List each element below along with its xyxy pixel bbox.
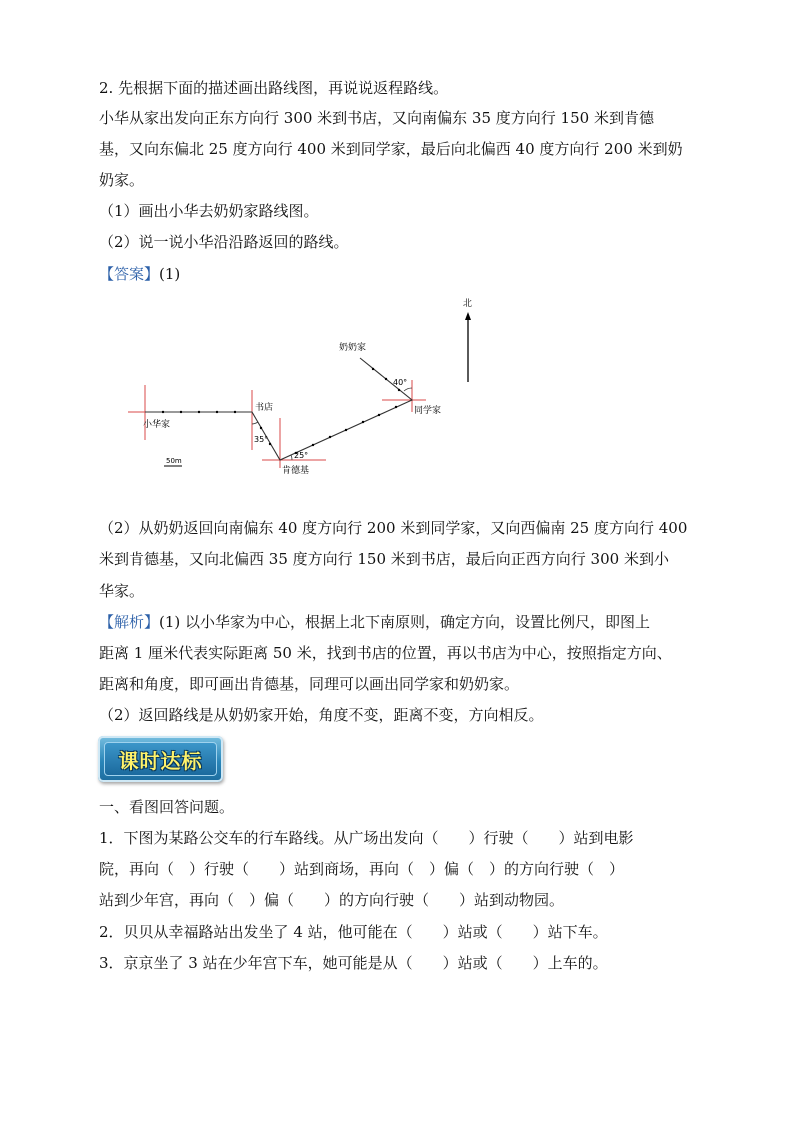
angle-25-label: 25° [294, 451, 309, 460]
answer-part-2-line-2: 米到肯德基，又向北偏西 35 度方向行 150 米到书店，最后向正西方向行 300 米到小 [99, 550, 669, 568]
angle-40-arc [404, 388, 412, 391]
problem-text-line-2: 基，又向东偏北 25 度方向行 400 米到同学家，最后向北偏西 40 度方向行 200 米到奶 [99, 140, 683, 158]
analysis-line-1 [99, 612, 650, 632]
banner-text: 课时达标 [118, 748, 203, 773]
exercise-q1-line-3: 站到少年宫，再向（ ）偏（ ）的方向行驶（ ）站到动物园。 [99, 891, 565, 909]
exercise-q3: 3．京京坐了 3 站在少年宫下车，她可能是从（ ）站或（ ）上车的。 [99, 954, 608, 972]
grandma-label: 奶奶家 [339, 343, 367, 353]
scale-label: 50m [166, 457, 182, 465]
north-label: 北 [463, 299, 473, 309]
banner-inner [104, 742, 217, 776]
route-distance-dots [162, 368, 400, 454]
problem-title: 2. 先根据下面的描述画出路线图，再说说返程路线。 [99, 79, 449, 97]
problem-text-line-3: 奶家。 [99, 171, 145, 189]
route-diagram [0, 0, 794, 500]
answer-tag: 【答案】 [99, 265, 160, 283]
classmate-label: 同学家 [414, 406, 442, 416]
analysis-tag: 【解析】 [99, 613, 160, 631]
problem-text-line-1: 小华从家出发向正东方向行 300 米到书店，又向南偏东 35 度方向行 150 米到肯德 [99, 109, 654, 127]
answer-part-2-line-3: 华家。 [99, 582, 145, 600]
exercise-q2: 2．贝贝从幸福路站出发坐了 4 站，他可能在（ ）站或（ ）站下车。 [99, 923, 608, 941]
analysis-line-3: 距离和角度，即可画出肯德基，同理可以画出同学家和奶奶家。 [99, 675, 520, 693]
answer-part-1-label: (1) [159, 265, 181, 283]
question-2: （2）说一说小华沿沿路返回的路线。 [99, 233, 349, 251]
angle-25-arc [291, 455, 292, 460]
angle-35-arc [252, 422, 258, 424]
analysis-text-1: (1) 以小华家为中心，根据上北下南原则，确定方向，设置比例尺，即图上 [159, 613, 651, 631]
answer-part-2-line-1: （2）从奶奶返回向南偏东 40 度方向行 200 米到同学家，又向西偏南 25 度方向行 400 [99, 519, 688, 537]
exercise-q1-line-1: 1．下图为某路公交车的行车路线。从广场出发向（ ）行驶（ ）站到电影 [99, 829, 634, 847]
home-label: 小华家 [143, 420, 171, 430]
north-arrow-head [465, 312, 471, 320]
exercise-heading: 一、看图回答问题。 [99, 798, 235, 816]
route-line [145, 358, 412, 460]
analysis-line-2: 距离 1 厘米代表实际距离 50 米，找到书店的位置，再以书店为中心，按照指定方向、 [99, 644, 672, 662]
kfc-label: 肯德基 [282, 466, 310, 476]
angle-35-label: 35° [254, 435, 269, 444]
exercise-q1-line-2: 院，再向（ ）行驶（ ）站到商场，再向（ ）偏（ ）的方向行驶（ ） [99, 860, 625, 878]
bookstore-label: 书店 [255, 403, 274, 413]
angle-40-label: 40° [393, 378, 408, 387]
question-1: （1）画出小华去奶奶家路线图。 [99, 202, 319, 220]
lesson-exercise-banner [98, 736, 223, 782]
analysis-line-4: （2）返回路线是从奶奶家开始，角度不变，距离不变，方向相反。 [99, 706, 544, 724]
